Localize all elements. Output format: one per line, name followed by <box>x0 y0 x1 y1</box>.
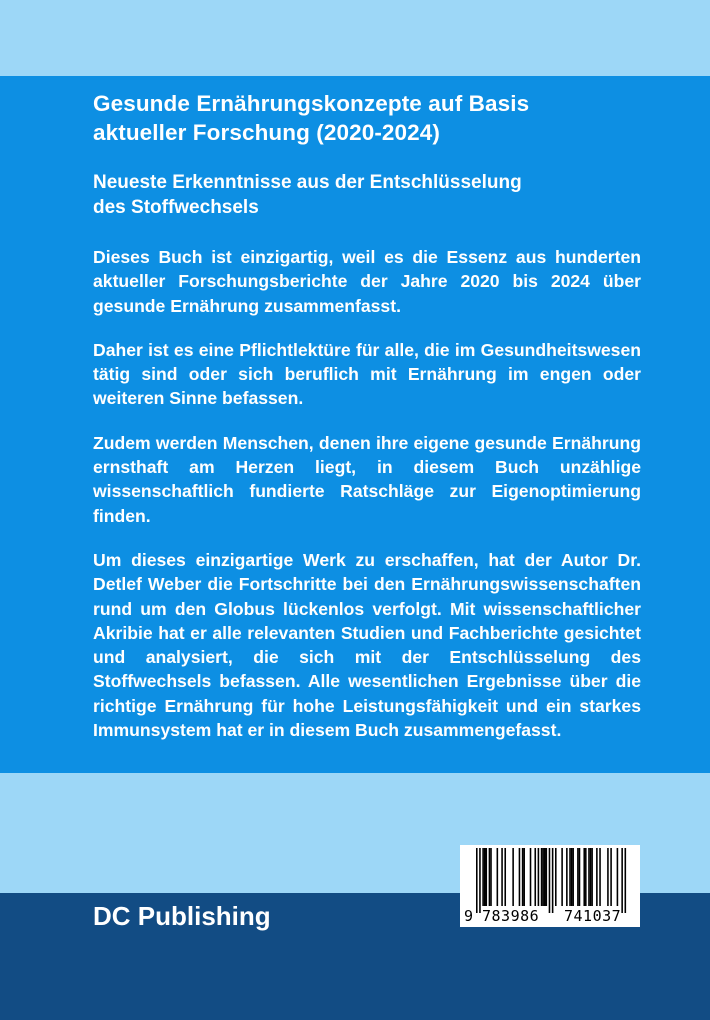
barcode-bar <box>479 848 481 913</box>
barcode-bar <box>512 848 514 906</box>
barcode-digits <box>460 907 640 925</box>
barcode-bar <box>490 848 492 906</box>
barcode-bar <box>530 848 532 906</box>
barcode-right-group: 741037 <box>564 907 622 925</box>
back-cover-text <box>93 89 641 742</box>
barcode-bar <box>552 848 554 913</box>
barcode-left-group: 783986 <box>482 907 540 925</box>
book-title <box>93 89 641 147</box>
barcode-bar <box>579 848 581 906</box>
barcode-bar <box>607 848 609 906</box>
barcode-bar <box>519 848 521 906</box>
subtitle-line-1: Neueste Erkenntnisse aus der Entschlüsselung <box>93 172 522 193</box>
title-line-1: Gesunde Ernährungskonzepte auf Basis <box>93 91 530 116</box>
barcode-bar <box>489 848 491 906</box>
barcode-bar <box>596 848 598 906</box>
barcode-bar <box>577 848 579 906</box>
barcode-bar <box>591 848 593 906</box>
barcode-bar <box>549 848 551 913</box>
barcode-bar <box>566 848 568 906</box>
blurb-paragraph-2: Daher ist es eine Pflichtlektüre für alle, die im Gesundheitswesen tätig sind oder sich beruflich mit Ernährung im engen oder weiteren Sinne befassen. <box>93 339 641 409</box>
barcode-bar <box>476 848 478 913</box>
barcode-bar <box>544 848 546 906</box>
barcode-bar <box>538 848 540 906</box>
barcode-bar <box>561 848 563 906</box>
barcode-bar <box>522 848 524 906</box>
barcode-bar <box>569 848 571 906</box>
barcode-bar <box>504 848 506 906</box>
barcode-bar <box>523 848 525 906</box>
blurb-paragraph-4: Um dieses einzigartige Werk zu erschaffen, hat der Autor Dr. Detlef Weber die Fortschritte bei den Ernährungswissenschaften rund um den Globus lückenlos verfolgt. Mit wissenschaftlicher Akribie hat er alle relevanten Studien und Fachberichte gesichtet und analysiert, die sich mit der Entschlüsselung des Stoffwechsels befassen. Alle wesentlichen Ergebnisse über die richtige Ernährung für hohe Leistungsfähigkeit und ein starkes Immunsystem hat er in diesem Buch zusammengefasst. <box>93 549 641 741</box>
barcode-bar <box>625 848 627 913</box>
barcode-bar <box>555 848 557 906</box>
barcode-bar <box>617 848 619 906</box>
barcode-bar <box>590 848 592 906</box>
barcode-bar <box>583 848 585 906</box>
subtitle-line-2: des Stoffwechsels <box>93 197 259 218</box>
barcode-bar <box>621 848 623 913</box>
barcode-lead-digit: 9 <box>464 907 474 925</box>
barcode-bar <box>541 848 543 906</box>
blurb-paragraph-3: Zudem werden Menschen, denen ihre eigene gesunde Ernährung ernsthaft am Herzen liegt, in diesem Buch unzählige wissenschaftlich fundierte Ratschläge zur Eigenoptimierung finden. <box>93 432 641 526</box>
blurb-paragraph-1: Dieses Buch ist einzigartig, weil es die Essenz aus hunderten aktueller Forschungsberichte der Jahre 2020 bis 2024 über gesunde Ernährung zusammenfasst. <box>93 247 641 316</box>
barcode-bar <box>497 848 499 906</box>
barcode-bar <box>546 848 548 906</box>
isbn-barcode <box>460 845 640 927</box>
barcode-bar <box>534 848 536 906</box>
barcode-bar <box>610 848 612 906</box>
barcode-bar <box>501 848 503 906</box>
barcode-bar <box>485 848 487 906</box>
barcode-bar <box>484 848 486 906</box>
publisher-name: DC Publishing <box>93 901 271 931</box>
top-light-band <box>0 0 710 76</box>
barcode-bar <box>599 848 601 906</box>
barcode-bar <box>588 848 590 906</box>
barcode-bar <box>542 848 544 906</box>
barcode-bar <box>585 848 587 906</box>
barcode-bar <box>572 848 574 906</box>
barcode-bar <box>482 848 484 906</box>
book-subtitle <box>93 170 641 220</box>
barcode-bar <box>571 848 573 906</box>
title-line-2: aktueller Forschung (2020-2024) <box>93 120 440 145</box>
